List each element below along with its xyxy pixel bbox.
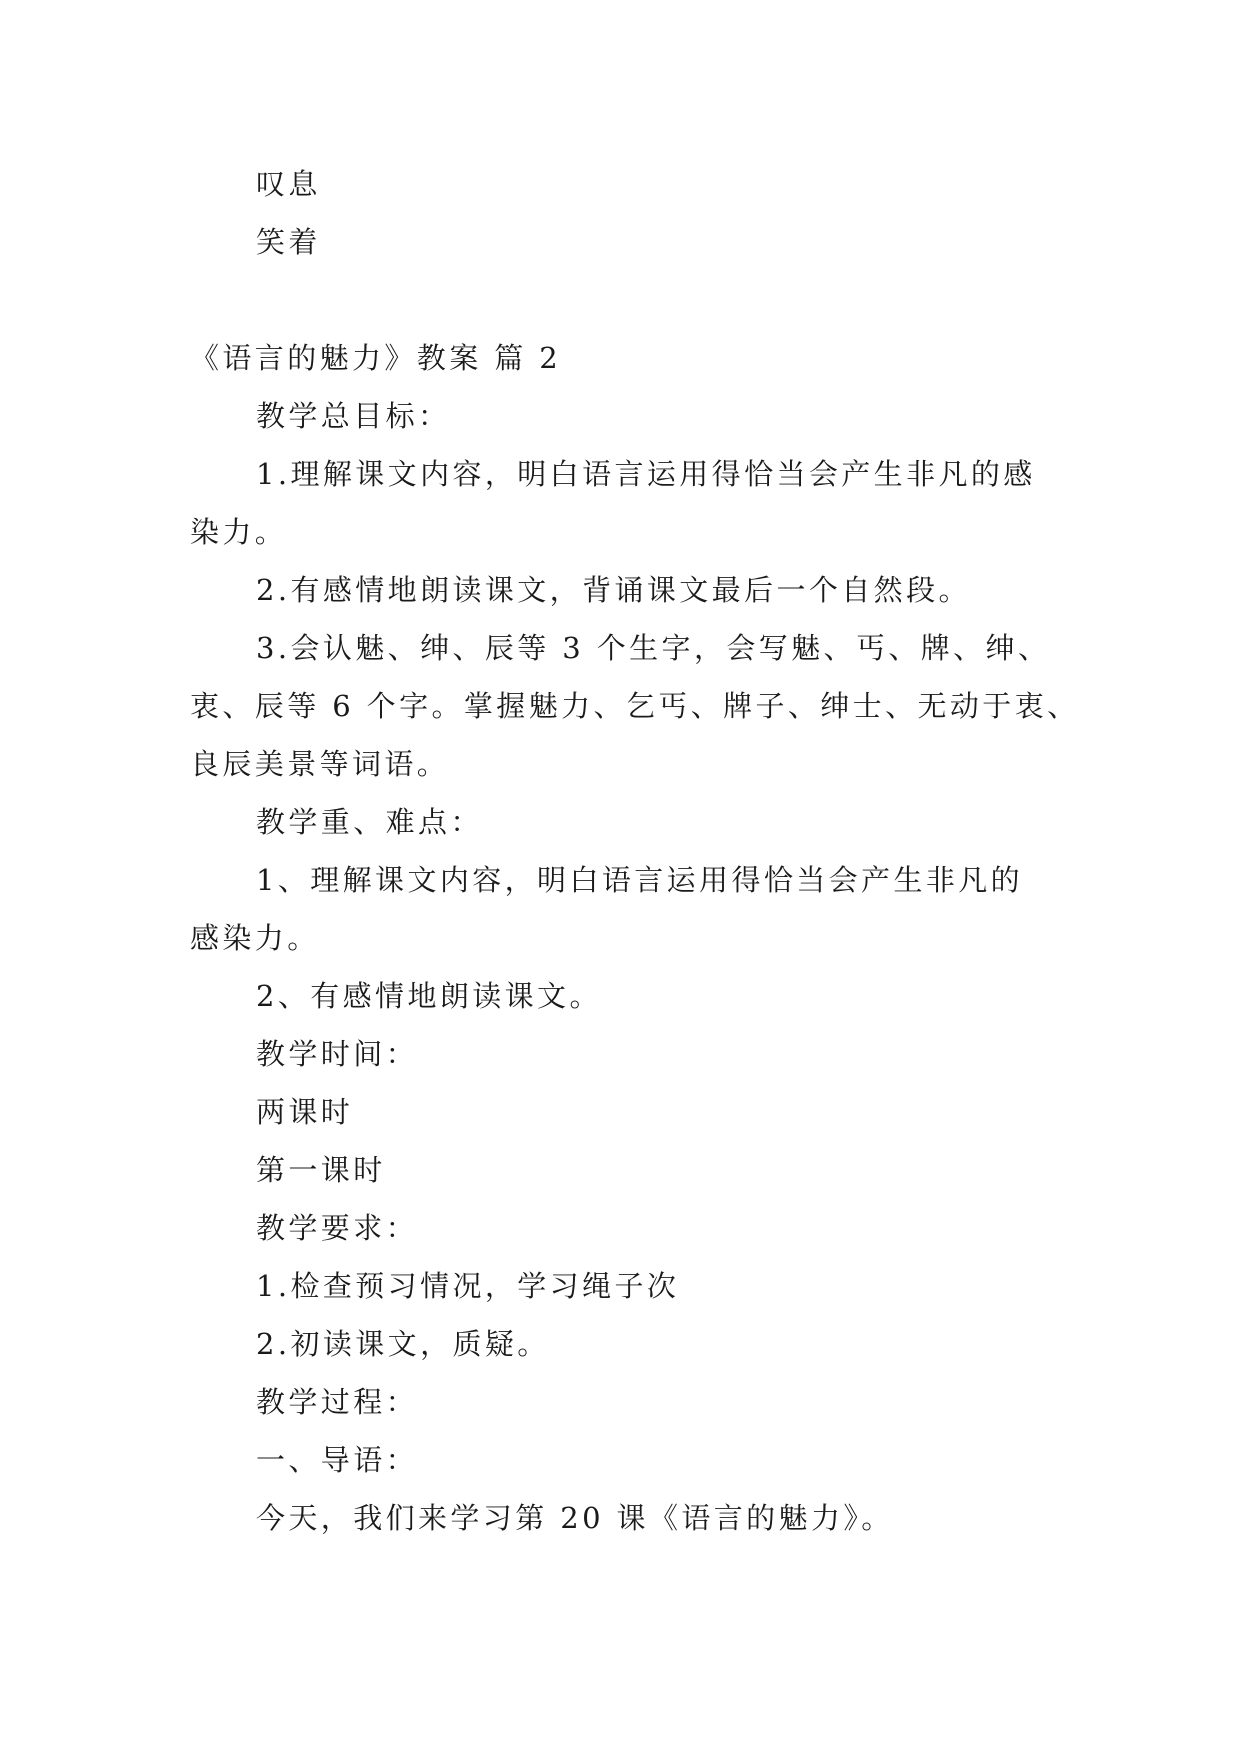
goal-item-2: 2.有感情地朗读课文，背诵课文最后一个自然段。: [256, 573, 971, 607]
heading-teaching-process: 教学过程：: [256, 1385, 419, 1419]
text-line-smiling: 笑着: [256, 225, 321, 259]
section-heading: 《语言的魅力》教案 篇 2: [190, 341, 562, 375]
goal-item-3-cont: 衷、辰等 6 个字。掌握魅力、乞丐、牌子、绅士、无动于衷、: [190, 689, 1080, 723]
heading-teaching-requirements: 教学要求：: [256, 1211, 419, 1245]
text-line-sigh: 叹息: [256, 167, 321, 201]
goal-item-1-cont: 染力。: [190, 515, 288, 549]
lesson-one-heading: 第一课时: [256, 1153, 386, 1187]
heading-teaching-time: 教学时间：: [256, 1037, 419, 1071]
teaching-time-value: 两课时: [256, 1095, 354, 1129]
goal-item-3: 3.会认魅、绅、辰等 3 个生字，会写魅、丐、牌、绅、: [256, 631, 1051, 665]
goal-item-3-cont-2: 良辰美景等词语。: [190, 747, 450, 781]
heading-key-points: 教学重、难点：: [256, 805, 483, 839]
process-step-intro: 一、导语：: [256, 1443, 419, 1477]
key-point-1: 1、理解课文内容，明白语言运用得恰当会产生非凡的: [256, 863, 1024, 897]
requirement-item-1: 1.检查预习情况，学习绳子次: [256, 1269, 680, 1303]
key-point-1-cont: 感染力。: [190, 921, 320, 955]
intro-paragraph: 今天，我们来学习第 20 课《语言的魅力》。: [256, 1501, 894, 1535]
heading-teaching-goals: 教学总目标：: [256, 399, 451, 433]
key-point-2: 2、有感情地朗读课文。: [256, 979, 602, 1013]
goal-item-1: 1.理解课文内容，明白语言运用得恰当会产生非凡的感: [256, 457, 1036, 491]
requirement-item-2: 2.初读课文，质疑。: [256, 1327, 550, 1361]
